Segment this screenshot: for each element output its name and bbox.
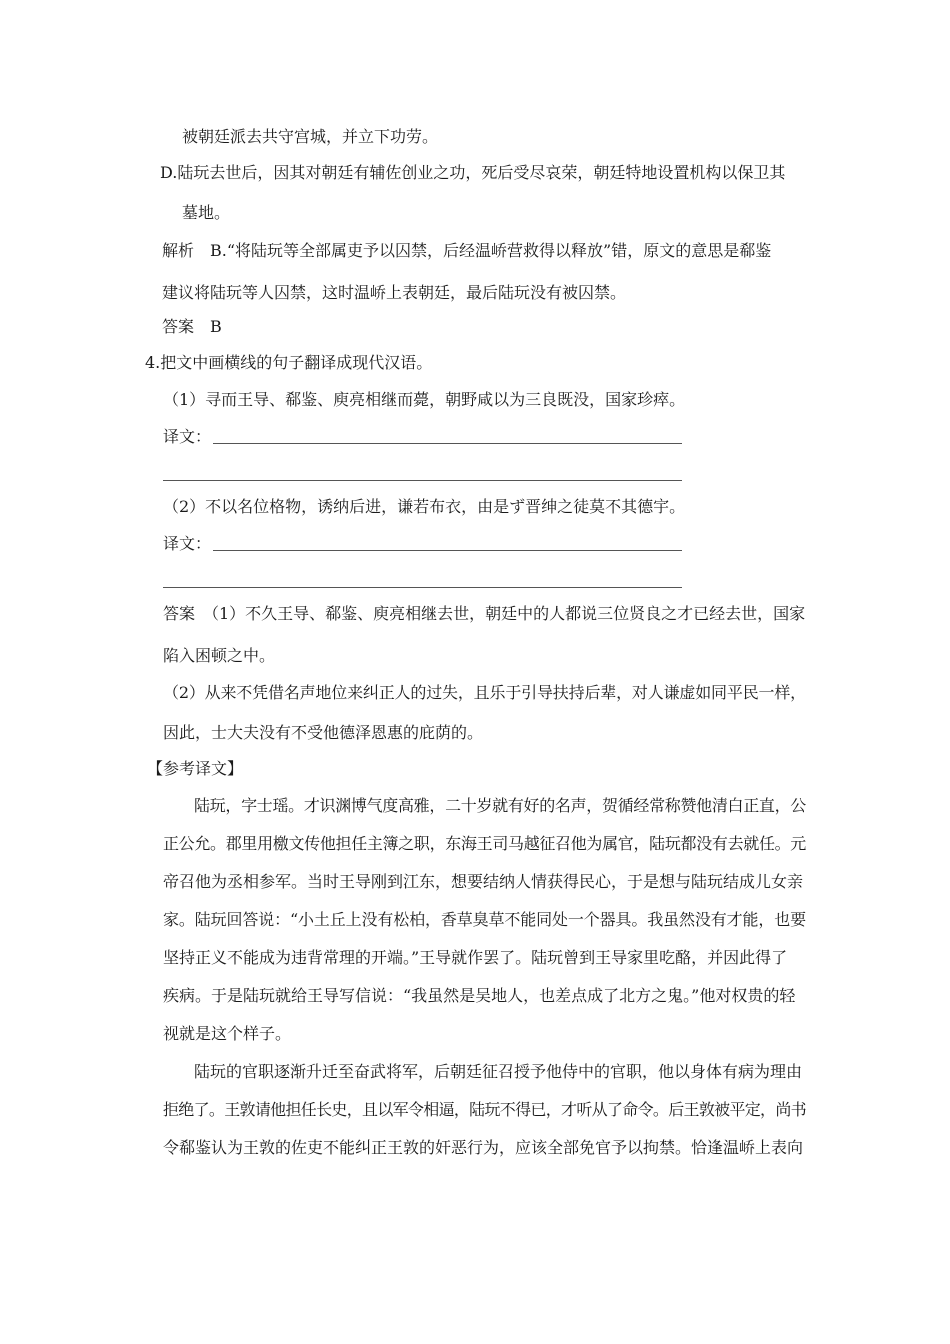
translation-blank-1a[interactable] [213,443,682,444]
translation-blank-1b[interactable] [163,480,682,481]
option-d-line-2: 墓地。 [182,203,231,222]
ref-p1-line: 视就是这个样子。 [163,1024,292,1043]
sentence-2: （2）不以名位格物，诱纳后进，谦若布衣，由是ず晋绅之徒莫不其德宇。 [163,497,686,516]
ref-p1-line: 疾病。于是陆玩就给王导写信说：“我虽然是吴地人，也差点成了北方之鬼。”他对权贵的轻 [163,986,796,1005]
ref-p1-line: 坚持正义不能成为违背常理的开端。”王导就作罢了。陆玩曾到王导家里吃酪，并因此得了 [163,948,788,967]
ref-p2-line: 令郗鉴认为王敦的佐吏不能纠正王敦的奸恶行为，应该全部免官予以拘禁。恰逢温峤上表向 [163,1138,804,1157]
answer-3: 答案 B [162,317,222,336]
translation-blank-2a[interactable] [213,550,682,551]
option-d-line-1: D.陆玩去世后，因其对朝廷有辅佐创业之功，死后受尽哀荣，朝廷特地设置机构以保卫其 [160,163,786,182]
ref-p1-line: 正公允。郡里用檄文传他担任主簿之职，东海王司马越征召他为属官，陆玩都没有去就任。元 [163,834,806,853]
question-4-prompt: 4.把文中画横线的句子翻译成现代汉语。 [145,353,433,372]
analysis-line-1: 解析 B.“将陆玩等全部属吏予以囚禁，后经温峤营救得以释放”错，原文的意思是郗鉴 [162,241,772,260]
reference-heading: 【参考译文】 [147,759,244,778]
ref-p2-line: 陆玩的官职逐渐升迁至奋武将军，后朝廷征召授予他侍中的官职，他以身体有病为理由 [194,1062,803,1081]
analysis-line-2: 建议将陆玩等人囚禁，这时温峤上表朝廷，最后陆玩没有被囚禁。 [162,283,627,302]
translation-blank-2b[interactable] [163,587,682,588]
answer-4-part-2-line-2: 因此，士大夫没有不受他德泽恩惠的庇荫的。 [163,723,484,742]
ref-p1-line: 家。陆玩回答说：“小土丘上没有松柏，香草臭草不能同处一个器具。我虽然没有才能，也要 [163,910,806,929]
translation-label-1: 译文： [163,427,212,446]
sentence-1: （1）寻而王导、郗鉴、庾亮相继而薨，朝野咸以为三良既没，国家珍瘁。 [163,390,686,409]
answer-4-line-1: 答案 （1）不久王导、郗鉴、庾亮相继去世，朝廷中的人都说三位贤良之才已经去世，国家 [163,604,806,623]
ref-p1-line: 陆玩，字士瑶。才识渊博气度高雅，二十岁就有好的名声，贺循经常称赞他清白正直，公 [194,796,806,815]
answer-4-line-2: 陷入困顿之中。 [163,646,276,665]
translation-label-2: 译文： [163,534,212,553]
ref-p2-line: 拒绝了。王敦请他担任长史，且以军令相逼，陆玩不得已，才听从了命令。后王敦被平定，尚书 [163,1100,806,1119]
ref-p1-line: 帝召他为丞相参军。当时王导刚到江东，想要结纳人情获得民心，于是想与陆玩结成儿女亲 [163,872,804,891]
answer-4-part-2-line-1: （2）从来不凭借名声地位来纠正人的过失，且乐于引导扶持后辈，对人谦虚如同平民一样， [163,683,806,702]
option-c-continuation: 被朝廷派去共守宫城，并立下功劳。 [182,127,439,146]
